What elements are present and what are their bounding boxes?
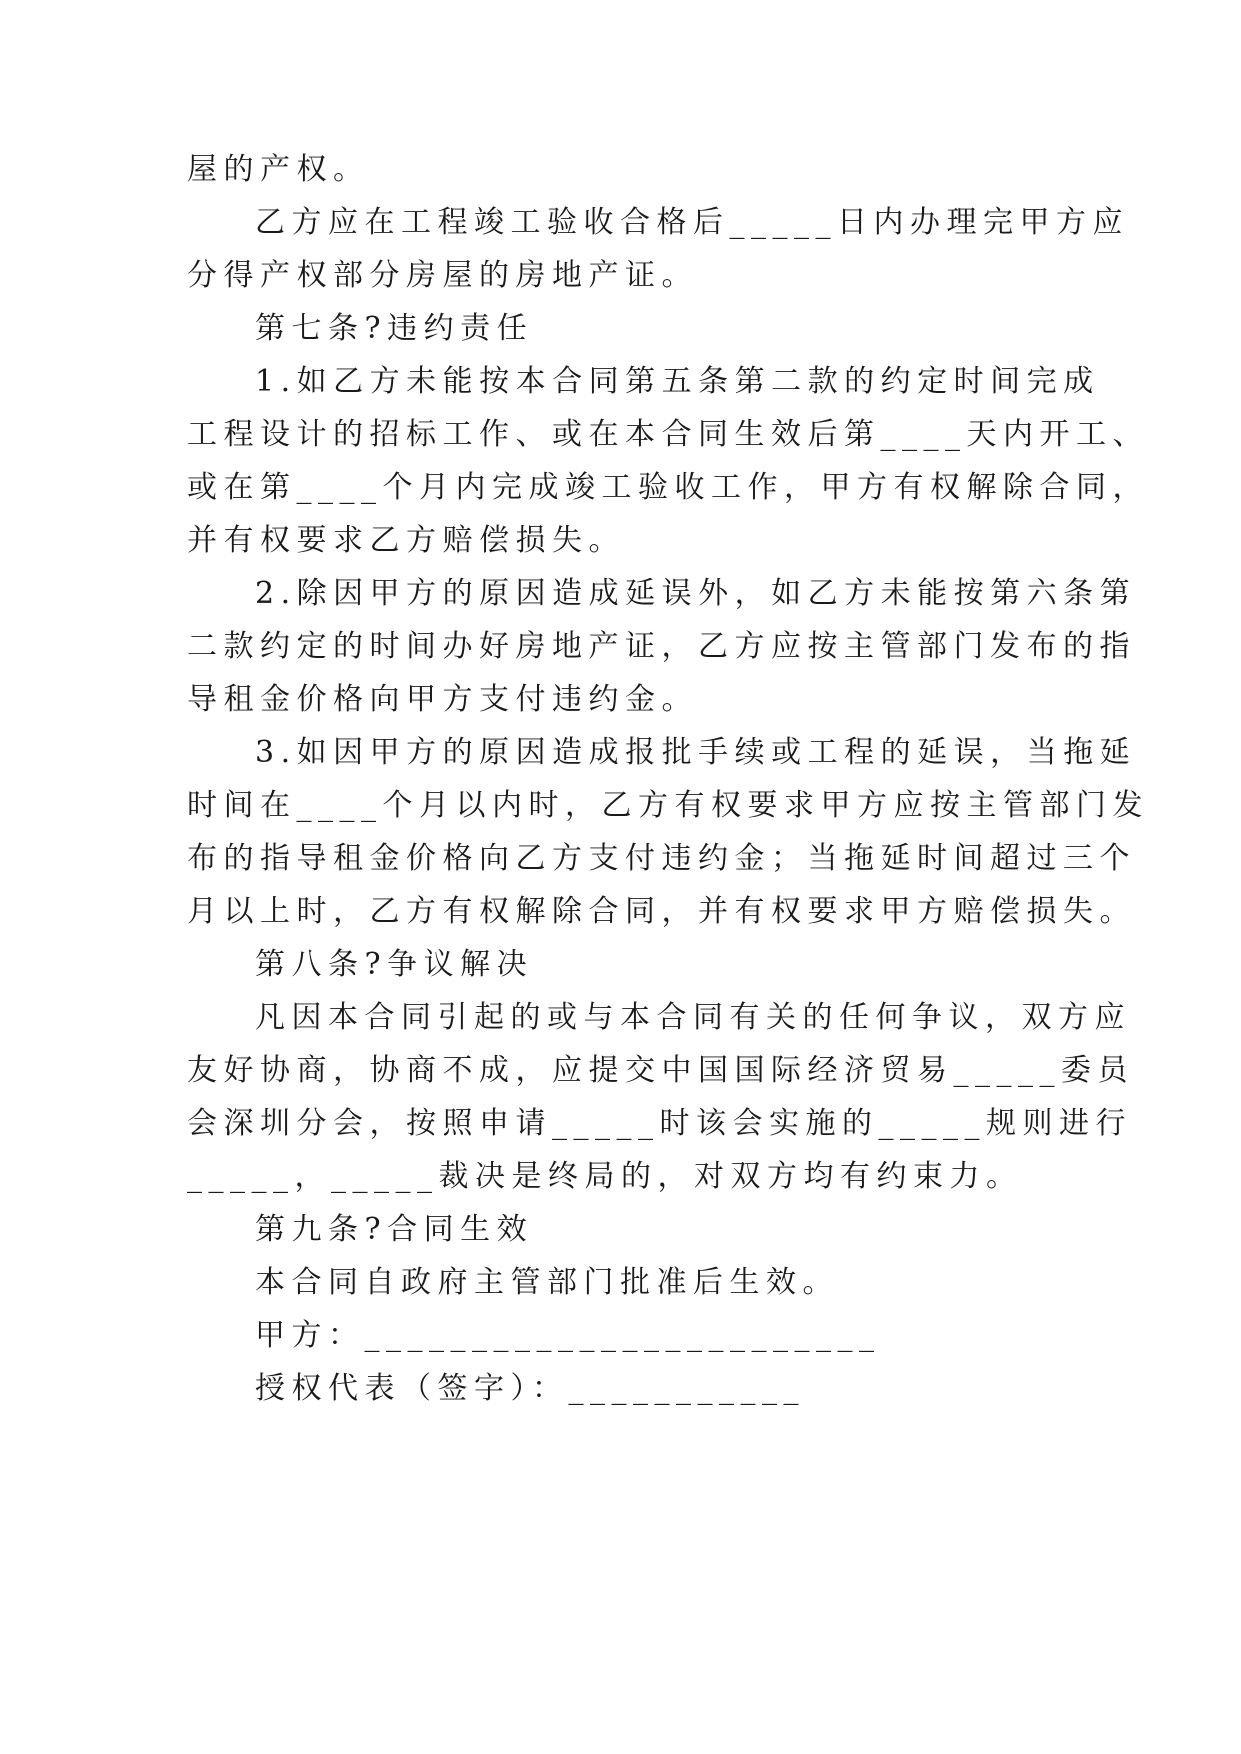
text-line-2: 乙方应在工程竣工验收合格后_____日内办理完甲方应 (255, 205, 1129, 240)
text-line-3: 分得产权部分房屋的房地产证。 (187, 258, 698, 293)
section-heading-article-9: 第九条?合同生效 (255, 1212, 534, 1247)
text-line-15: 月以上时，乙方有权解除合同，并有权要求甲方赔偿损失。 (187, 894, 1136, 929)
text-line-18: 友好协商，协商不成，应提交中国国际经济贸易_____委员 (187, 1053, 1134, 1088)
text-line-9: 2.除因甲方的原因造成延误外，如乙方未能按第六条第 (255, 576, 1137, 611)
section-heading-article-8: 第八条?争议解决 (255, 947, 534, 982)
text-line-17: 凡因本合同引起的或与本合同有关的任何争议，双方应 (255, 1000, 1131, 1035)
text-line-10: 二款约定的时间办好房地产证，乙方应按主管部门发布的指 (187, 629, 1136, 664)
text-line-5: 1.如乙方未能按本合同第五条第二款的约定时间完成 (255, 364, 1100, 399)
text-line-12: 3.如因甲方的原因造成报批手续或工程的延误，当拖延 (255, 735, 1137, 770)
text-line-6: 工程设计的招标工作、或在本合同生效后第____天内开工、 (187, 417, 1149, 452)
text-line-22: 本合同自政府主管部门批准后生效。 (255, 1265, 839, 1300)
text-line-19: 会深圳分会，按照申请_____时该会实施的_____规则进行 (187, 1106, 1132, 1141)
section-heading-article-7: 第七条?违约责任 (255, 311, 534, 346)
text-line-20: _____，_____裁决是终局的，对双方均有约束力。 (187, 1159, 1023, 1194)
text-line-1: 屋的产权。 (187, 152, 370, 187)
party-a-signature-line: 甲方：________________________ (255, 1318, 881, 1353)
text-line-13: 时间在____个月以内时，乙方有权要求甲方应按主管部门发 (187, 788, 1149, 823)
authorized-representative-line: 授权代表（签字）：___________ (255, 1371, 805, 1406)
text-line-8: 并有权要求乙方赔偿损失。 (187, 523, 625, 558)
text-line-14: 布的指导租金价格向乙方支付违约金；当拖延时间超过三个 (187, 841, 1136, 876)
text-line-11: 导租金价格向甲方支付违约金。 (187, 682, 698, 717)
text-line-7: 或在第____个月内完成竣工验收工作，甲方有权解除合同， (187, 470, 1149, 505)
